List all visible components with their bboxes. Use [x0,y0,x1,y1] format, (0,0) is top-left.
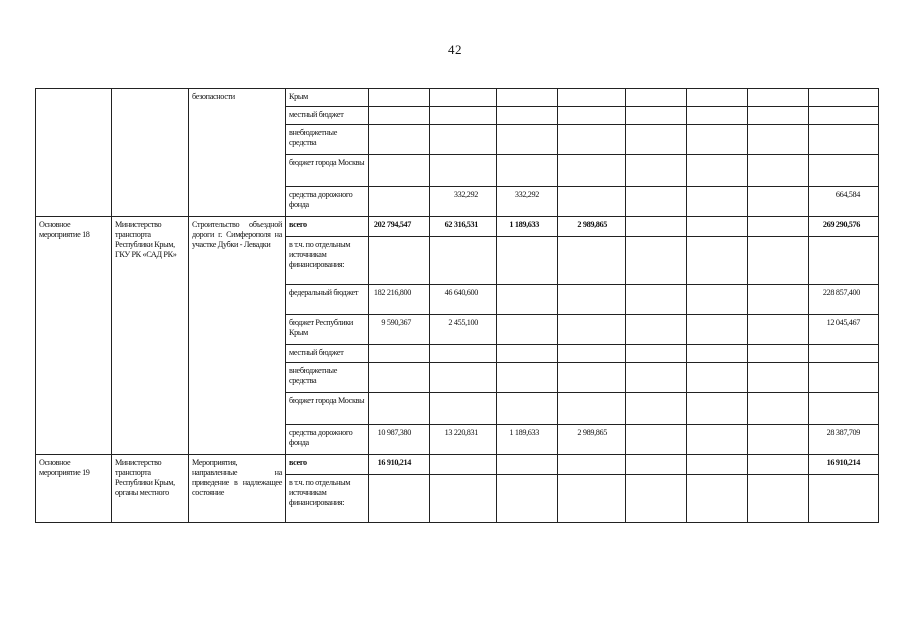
total-cell [809,475,879,523]
amount-cell [369,475,430,523]
funding-source-cell: средства дорожного фонда [286,425,369,455]
amount-cell [497,155,558,187]
amount-cell [558,237,626,285]
amount-cell [430,107,497,125]
amount-cell [687,155,748,187]
amount-cell [626,475,687,523]
amount-cell [687,363,748,393]
total-cell [809,155,879,187]
amount-cell: 332,292 [497,187,558,217]
table-row [36,89,879,107]
total-cell [809,125,879,155]
amount-cell [626,89,687,107]
amount-cell [558,89,626,107]
amount-cell [369,187,430,217]
amount-cell: 46 640,600 [430,285,497,315]
amount-cell [626,345,687,363]
amount-cell [369,89,430,107]
amount-cell [430,155,497,187]
funding-source-cell: внебюджетные средства [286,125,369,155]
funding-source-cell: в т.ч. по отдельным источникам финансирования: [286,237,369,285]
amount-cell [558,393,626,425]
amount-cell [687,125,748,155]
amount-cell [748,107,809,125]
amount-cell: 202 794,547 [369,217,430,237]
amount-cell [748,363,809,393]
amount-cell [626,315,687,345]
amount-cell [748,89,809,107]
amount-cell [687,217,748,237]
amount-cell: 2 989,865 [558,217,626,237]
amount-cell [369,363,430,393]
amount-cell [497,345,558,363]
amount-cell [748,237,809,285]
amount-cell [430,393,497,425]
amount-cell [430,125,497,155]
amount-cell [497,107,558,125]
amount-cell [369,107,430,125]
amount-cell [687,107,748,125]
total-cell [809,363,879,393]
measure-cell: Основное мероприятие 18 [36,217,112,455]
measure-cell [36,89,112,217]
total-cell [809,237,879,285]
amount-cell [687,345,748,363]
amount-cell [687,315,748,345]
amount-cell [497,315,558,345]
amount-cell: 2 455,100 [430,315,497,345]
amount-cell [626,217,687,237]
page-number: 42 [448,42,462,57]
funding-source-cell: средства дорожного фонда [286,187,369,217]
amount-cell [687,475,748,523]
financing-table [35,88,879,523]
amount-cell [430,345,497,363]
total-cell: 664,584 [809,187,879,217]
amount-cell [430,363,497,393]
description-cell: безопасности [189,89,286,217]
amount-cell [748,455,809,475]
amount-cell [369,237,430,285]
funding-source-cell: бюджет Республики Крым [286,315,369,345]
amount-cell [687,425,748,455]
total-cell: 28 387,709 [809,425,879,455]
funding-source-cell: Крым [286,89,369,107]
amount-cell [558,363,626,393]
total-cell [809,345,879,363]
amount-cell [497,363,558,393]
amount-cell [626,237,687,285]
amount-cell [497,89,558,107]
amount-cell: 1 189,633 [497,425,558,455]
amount-cell [497,237,558,285]
amount-cell [687,285,748,315]
funding-source-cell: федеральный бюджет [286,285,369,315]
funding-source-cell: всего [286,217,369,237]
amount-cell [626,425,687,455]
executor-cell: Министерство транспорта Республики Крым, ГКУ РК «САД РК» [112,217,189,455]
description-cell: Строительство объездной дороги г. Симферополя на участке Дубки - Левадки [189,217,286,455]
amount-cell [626,363,687,393]
amount-cell [687,455,748,475]
amount-cell: 182 216,800 [369,285,430,315]
funding-source-cell: бюджет города Москвы [286,155,369,187]
amount-cell [369,345,430,363]
amount-cell [748,393,809,425]
amount-cell [626,155,687,187]
total-cell: 228 857,400 [809,285,879,315]
amount-cell [497,393,558,425]
amount-cell [558,187,626,217]
amount-cell [558,345,626,363]
total-cell [809,89,879,107]
table-row [36,217,879,237]
amount-cell [430,89,497,107]
amount-cell [626,455,687,475]
amount-cell: 2 989,865 [558,425,626,455]
amount-cell [558,155,626,187]
amount-cell [748,155,809,187]
amount-cell: 16 910,214 [369,455,430,475]
amount-cell [497,475,558,523]
amount-cell [748,425,809,455]
amount-cell [748,125,809,155]
total-cell: 16 910,214 [809,455,879,475]
amount-cell [748,475,809,523]
amount-cell [748,315,809,345]
amount-cell [369,125,430,155]
amount-cell [558,455,626,475]
amount-cell [626,393,687,425]
amount-cell [369,155,430,187]
total-cell [809,393,879,425]
amount-cell [626,107,687,125]
funding-source-cell: местный бюджет [286,107,369,125]
amount-cell [626,125,687,155]
amount-cell [748,345,809,363]
amount-cell [430,237,497,285]
amount-cell [626,285,687,315]
amount-cell [558,107,626,125]
amount-cell [497,285,558,315]
amount-cell [497,455,558,475]
amount-cell [558,315,626,345]
amount-cell [687,237,748,285]
amount-cell [687,89,748,107]
amount-cell [558,125,626,155]
amount-cell [748,187,809,217]
amount-cell [558,285,626,315]
amount-cell: 13 220,831 [430,425,497,455]
amount-cell [497,125,558,155]
executor-cell [112,89,189,217]
amount-cell [558,475,626,523]
amount-cell [369,393,430,425]
amount-cell: 10 987,380 [369,425,430,455]
executor-cell: Министерство транспорта Республики Крым, органы местного [112,455,189,523]
description-cell: Мероприятия, направленные на приведение в надлежащее состояние [189,455,286,523]
funding-source-cell: местный бюджет [286,345,369,363]
funding-source-cell: бюджет города Москвы [286,393,369,425]
amount-cell [687,187,748,217]
funding-source-cell: внебюджетные средства [286,363,369,393]
total-cell: 269 290,576 [809,217,879,237]
amount-cell: 332,292 [430,187,497,217]
amount-cell [748,285,809,315]
total-cell [809,107,879,125]
amount-cell [430,455,497,475]
measure-cell: Основное мероприятие 19 [36,455,112,523]
amount-cell: 1 189,633 [497,217,558,237]
total-cell: 12 045,467 [809,315,879,345]
amount-cell: 9 590,367 [369,315,430,345]
amount-cell [687,393,748,425]
amount-cell: 62 316,531 [430,217,497,237]
table-row [36,455,879,475]
funding-source-cell: всего [286,455,369,475]
amount-cell [748,217,809,237]
amount-cell [430,475,497,523]
amount-cell [626,187,687,217]
funding-source-cell: в т.ч. по отдельным источникам финансирования: [286,475,369,523]
